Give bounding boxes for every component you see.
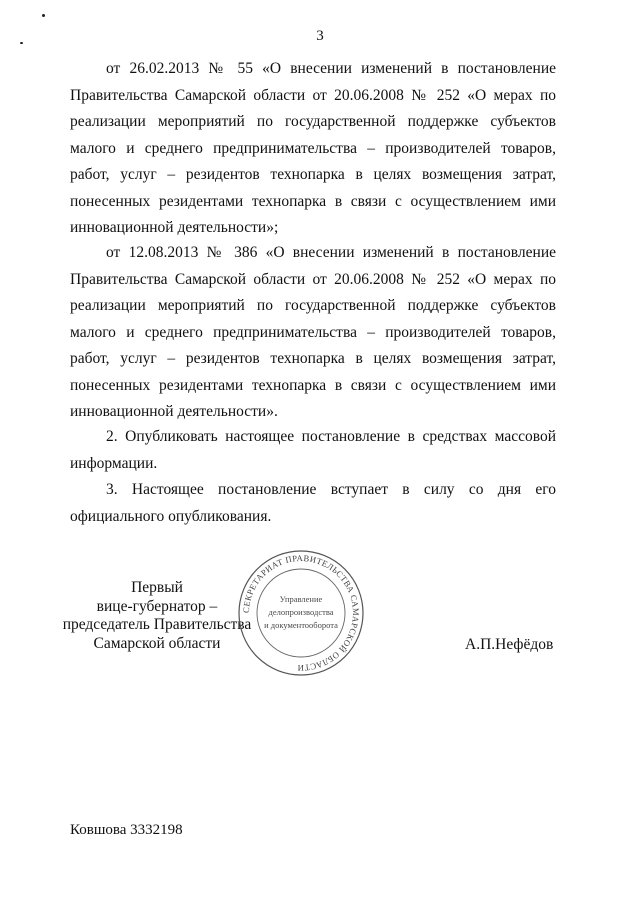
seal-line: Управление (279, 594, 323, 604)
executor-contact: Ковшова 3332198 (70, 822, 183, 838)
signer-line: Первый (131, 579, 183, 596)
seal-ring-text: СЕКРЕТАРИАТ ПРАВИТЕЛЬСТВА САМАРСКОЙ ОБЛАСТИ (240, 552, 362, 674)
paragraph-amendment-2013-55: от 26.02.2013 № 55 «О внесении изменений в постановление Правительства Самарской области от 20.06.2008 № 252 «О мерах по реализации мероприятий по государственной поддержке субъектов малого и среднего предпринимательства – производителей товаров, работ, услуг – резидентов технопарка в целях возмещения затрат, понесенных резидентами технопарка в связи с осуществлением ими инновационной деятельности»; (70, 60, 556, 236)
signature-name: А.П.Нефёдов (465, 636, 554, 653)
scan-speck (42, 14, 45, 17)
signer-line: вице-губернатор – (96, 597, 218, 615)
paragraph-effective-date: 3. Настоящее постановление вступает в силу со дня его официального опубликования. (70, 481, 556, 525)
official-seal (236, 548, 366, 678)
seal-line: и документооборота (264, 620, 338, 630)
seal-line: делопроизводства (268, 607, 334, 617)
paragraph-publish: 2. Опубликовать настоящее постановление в средствах массовой информации. (70, 428, 556, 472)
signer-line: Самарской области (93, 634, 221, 652)
paragraph-amendment-2013-386: от 12.08.2013 № 386 «О внесении изменений в постановление Правительства Самарской области от 20.06.2008 № 252 «О мерах по реализации мероприятий по государственной поддержке субъектов малого и среднего предпринимательства – производителей товаров, работ, услуг – резидентов технопарка в целях возмещения затрат, понесенных резидентами технопарка в связи с осуществлением ими инновационной деятельности». (70, 244, 556, 420)
signer-block (52, 579, 262, 653)
signer-line: председатель Правительства (62, 616, 252, 633)
page-number: 3 (316, 28, 324, 44)
